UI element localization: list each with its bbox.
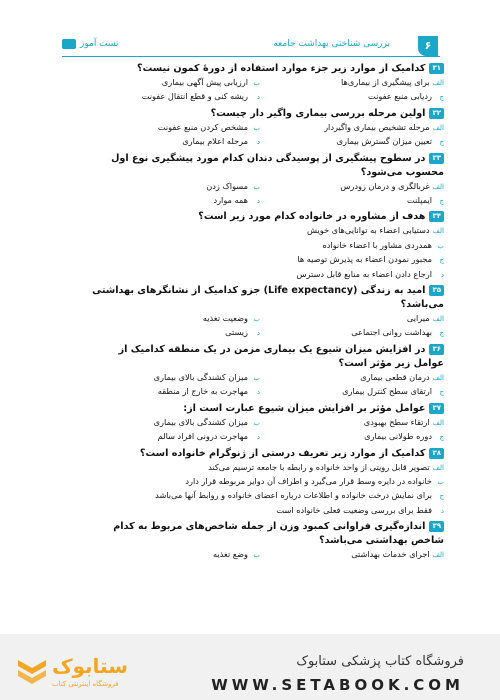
question-item — [86, 402, 444, 445]
option-letter: الف — [432, 551, 444, 560]
question-title: در سطوح پیشگیری از پوسیدگی دندان کدام مورد پیشگیری نوع اول محسوب می‌شود؟ — [111, 152, 444, 178]
answer-option[interactable] — [270, 135, 444, 149]
brand-name: ستابوک — [52, 654, 128, 678]
option-text: میزان کشندگی بالای بیماری — [153, 416, 248, 427]
answer-option[interactable] — [86, 371, 260, 385]
answer-option[interactable] — [86, 224, 444, 238]
question-text — [86, 152, 444, 180]
answer-option[interactable] — [270, 371, 444, 385]
answer-options — [86, 461, 444, 519]
option-text: مهاجرت به خارج از منطقه — [157, 386, 248, 397]
option-letter: د — [256, 329, 260, 338]
answer-option[interactable] — [86, 90, 260, 104]
answer-option[interactable] — [86, 504, 444, 518]
option-text: مرحله اعلام بیماری — [182, 136, 248, 147]
question-text — [86, 284, 444, 312]
answer-options — [86, 371, 444, 400]
question-number-badge: ۳۱ — [429, 63, 444, 74]
option-letter: ج — [439, 256, 444, 265]
option-text: بهداشت روانی اجتماعی — [351, 327, 432, 338]
option-text: میرایی — [406, 313, 430, 324]
option-text: برای پیشگیری از بیماری‌ها — [341, 77, 430, 87]
option-letter: ج — [439, 138, 444, 147]
answer-option[interactable] — [86, 385, 260, 399]
answer-options — [86, 416, 444, 445]
option-text: دستیابی اعضاء به توانایی‌های خویش — [307, 225, 430, 236]
option-text: دوره طولانی بیماری — [364, 431, 432, 442]
question-item — [86, 62, 444, 105]
question-title: امید به زندگی (Life expectancy) جزو کدامیک از نشانگرهای بهداشتی می‌باشد؟ — [92, 285, 444, 311]
option-text: همه موارد — [213, 195, 248, 206]
option-letter: د — [440, 506, 444, 515]
answer-option[interactable] — [86, 268, 444, 282]
question-item — [86, 447, 444, 519]
publisher-logo-icon — [62, 39, 76, 49]
answer-options — [86, 76, 444, 105]
option-letter: ب — [253, 418, 260, 427]
option-letter: الف — [432, 227, 444, 236]
answer-option[interactable] — [86, 548, 260, 562]
chapter-title: بررسی شناختی بهداشت جامعه — [273, 39, 390, 49]
question-item — [86, 107, 444, 150]
option-text: ارزیابی پیش آگهی بیماری — [161, 77, 248, 87]
option-letter: ب — [253, 182, 260, 191]
answer-option[interactable] — [86, 135, 260, 149]
option-letter: ب — [253, 79, 260, 87]
question-item — [86, 520, 444, 562]
question-number-badge: ۳۷ — [429, 403, 444, 414]
question-title: اندازه‌گیری فراوانی کمبود وزن از جمله شاخص‌های مربوط به کدام شاخص بهداشتی می‌باشد؟ — [113, 521, 444, 547]
footer-banner — [0, 634, 500, 700]
answer-option[interactable] — [86, 461, 444, 475]
option-text: مجبور نمودن اعضاء به پذیرش توصیه ها — [297, 254, 432, 265]
question-title: در افزایش میزان شیوع یک بیماری مزمن در یک منطقه کدامیک از عوامل زیر مؤثر است؟ — [118, 343, 444, 369]
answer-option[interactable] — [86, 239, 444, 253]
option-text: مهاجرت درونی افراد سالم — [157, 431, 248, 442]
option-letter: د — [256, 433, 260, 442]
question-item — [86, 152, 444, 209]
answer-options — [86, 224, 444, 282]
option-letter: ج — [439, 492, 444, 501]
option-letter: الف — [432, 373, 444, 382]
option-text: وضعیت تغذیه — [202, 313, 248, 324]
question-text — [86, 520, 444, 548]
option-letter: د — [256, 93, 260, 102]
answer-option[interactable] — [270, 312, 444, 326]
answer-option[interactable] — [86, 76, 260, 90]
answer-option[interactable] — [86, 121, 260, 135]
option-text: ارجاع دادن اعضاء به منابع قابل دسترس — [296, 268, 432, 279]
question-title: اولین مرحله بررسی بیماری واگیر دار چیست؟ — [210, 107, 426, 119]
question-title: عوامل مؤثر بر افزایش میزان شیوع عبارت است از: — [183, 402, 426, 414]
option-letter: د — [256, 388, 260, 397]
answer-options — [86, 121, 444, 150]
answer-option[interactable] — [86, 416, 260, 430]
question-text — [86, 62, 444, 76]
answer-options — [86, 180, 444, 209]
option-text: خانواده در دایره وسط قرار می‌گیرد و اطراف آن دوایر مربوطه قرار دارد — [185, 475, 432, 486]
question-item — [86, 284, 444, 341]
answer-option[interactable] — [86, 194, 260, 208]
option-text: مشخص کردن منبع عفونت — [157, 121, 248, 132]
page-number: ۶ — [418, 36, 438, 56]
answer-options — [86, 312, 444, 341]
question-number-badge: ۳۳ — [429, 153, 444, 164]
book-logo-icon — [16, 656, 48, 684]
option-text: غربالگری و درمان زودرس — [340, 180, 430, 191]
answer-option[interactable] — [270, 90, 444, 104]
option-letter: ب — [253, 373, 260, 382]
page-header — [62, 36, 440, 57]
option-letter: الف — [432, 418, 444, 427]
option-letter: ب — [253, 551, 260, 560]
answer-option[interactable] — [86, 326, 260, 340]
answer-option[interactable] — [270, 416, 444, 430]
option-text: تصویر قابل رویتی از واحد خانواده و رابطه با جامعه ترسیم می‌کند — [208, 461, 430, 472]
question-number-badge: ۳۴ — [429, 211, 444, 222]
question-text — [86, 343, 444, 371]
question-number-badge: ۳۲ — [429, 108, 444, 119]
answer-option[interactable] — [270, 385, 444, 399]
answer-option[interactable] — [270, 548, 444, 562]
answer-option[interactable] — [270, 430, 444, 444]
option-text: فقط برای بررسی وضعیت فعلی خانواده است — [276, 504, 432, 515]
question-text — [86, 402, 444, 416]
question-list — [86, 60, 444, 563]
answer-option[interactable] — [86, 312, 260, 326]
answer-option[interactable] — [270, 76, 444, 90]
option-text: زیستی — [225, 327, 248, 338]
option-letter: الف — [432, 315, 444, 324]
question-number-badge: ۳۹ — [429, 521, 444, 532]
option-letter: د — [256, 138, 260, 147]
question-text — [86, 107, 444, 121]
option-letter: د — [440, 270, 444, 279]
question-title: کدامیک از موارد زیر تعریف درستی از ژنوگرام خانواده است؟ — [139, 447, 426, 459]
setabook-logo — [16, 654, 146, 694]
question-item — [86, 210, 444, 282]
answer-option[interactable] — [270, 194, 444, 208]
option-text: ریشه کنی و قطع انتقال عفونت — [141, 91, 248, 102]
option-text: ایمپلنت — [407, 195, 432, 206]
option-text: همدردی مشاور با اعضاء خانواده — [322, 239, 432, 250]
option-letter: الف — [432, 182, 444, 191]
question-title: هدف از مشاوره در خانواده کدام مورد زیر است؟ — [198, 211, 426, 223]
option-letter: الف — [432, 79, 444, 87]
option-letter: ب — [437, 241, 444, 250]
option-letter: ب — [253, 315, 260, 324]
question-number-badge: ۳۶ — [429, 344, 444, 355]
answer-option[interactable] — [270, 326, 444, 340]
question-title: کدامیک از موارد زیر جزء موارد استفاده از دورۀ کمون نیست؟ — [137, 63, 426, 74]
question-text — [86, 447, 444, 461]
answer-option[interactable] — [86, 180, 260, 194]
option-letter: ج — [439, 433, 444, 442]
option-text: ارتقاء سطح بهبودی — [363, 416, 430, 427]
option-text: مرحله تشخیص بیماری واگیردار — [324, 121, 430, 132]
option-text: اجرای خدمات بهداشتی — [351, 549, 430, 560]
option-letter: الف — [432, 463, 444, 472]
option-text: تعیین میزان گسترش بیماری — [336, 136, 432, 147]
option-letter: ج — [439, 388, 444, 397]
question-number-badge: ۳۵ — [429, 285, 444, 296]
option-letter: ج — [439, 197, 444, 206]
option-letter: ب — [437, 477, 444, 486]
option-text: ارتقای سطح کنترل بیماری — [342, 386, 432, 397]
option-text: برای نمایش درخت خانواده و اطلاعات درباره اعضای خانواده و روابط آنها می‌باشد — [155, 490, 432, 501]
answer-option[interactable] — [270, 121, 444, 135]
brand-subtitle: فروشگاه اینترنتی کتاب — [52, 680, 119, 688]
shop-url[interactable]: WWW.SETABOOK.COM — [211, 676, 464, 694]
shop-name: فروشگاه کتاب پزشکی ستابوک — [296, 654, 464, 669]
option-text: مسواک زدن — [206, 180, 248, 191]
option-text: وضع تغذیه — [212, 549, 248, 560]
question-text — [86, 210, 444, 224]
option-text: میزان کشندگی بالای بیماری — [153, 371, 248, 382]
option-letter: ب — [253, 123, 260, 132]
publisher-logo-text: تست آموز — [80, 39, 119, 49]
answer-option[interactable] — [86, 430, 260, 444]
answer-option[interactable] — [86, 253, 444, 267]
publisher-logo — [62, 39, 119, 49]
option-letter: الف — [432, 123, 444, 132]
answer-options — [86, 548, 444, 562]
option-text: درمان قطعی بیماری — [360, 371, 430, 382]
option-letter: د — [256, 197, 260, 206]
answer-option[interactable] — [270, 180, 444, 194]
answer-option[interactable] — [86, 475, 444, 489]
option-text: ردیابی منبع عفونت — [368, 91, 432, 102]
question-item — [86, 343, 444, 400]
question-number-badge: ۳۸ — [429, 448, 444, 459]
answer-option[interactable] — [86, 489, 444, 503]
option-letter: ج — [439, 329, 444, 338]
option-letter: ج — [439, 93, 444, 102]
